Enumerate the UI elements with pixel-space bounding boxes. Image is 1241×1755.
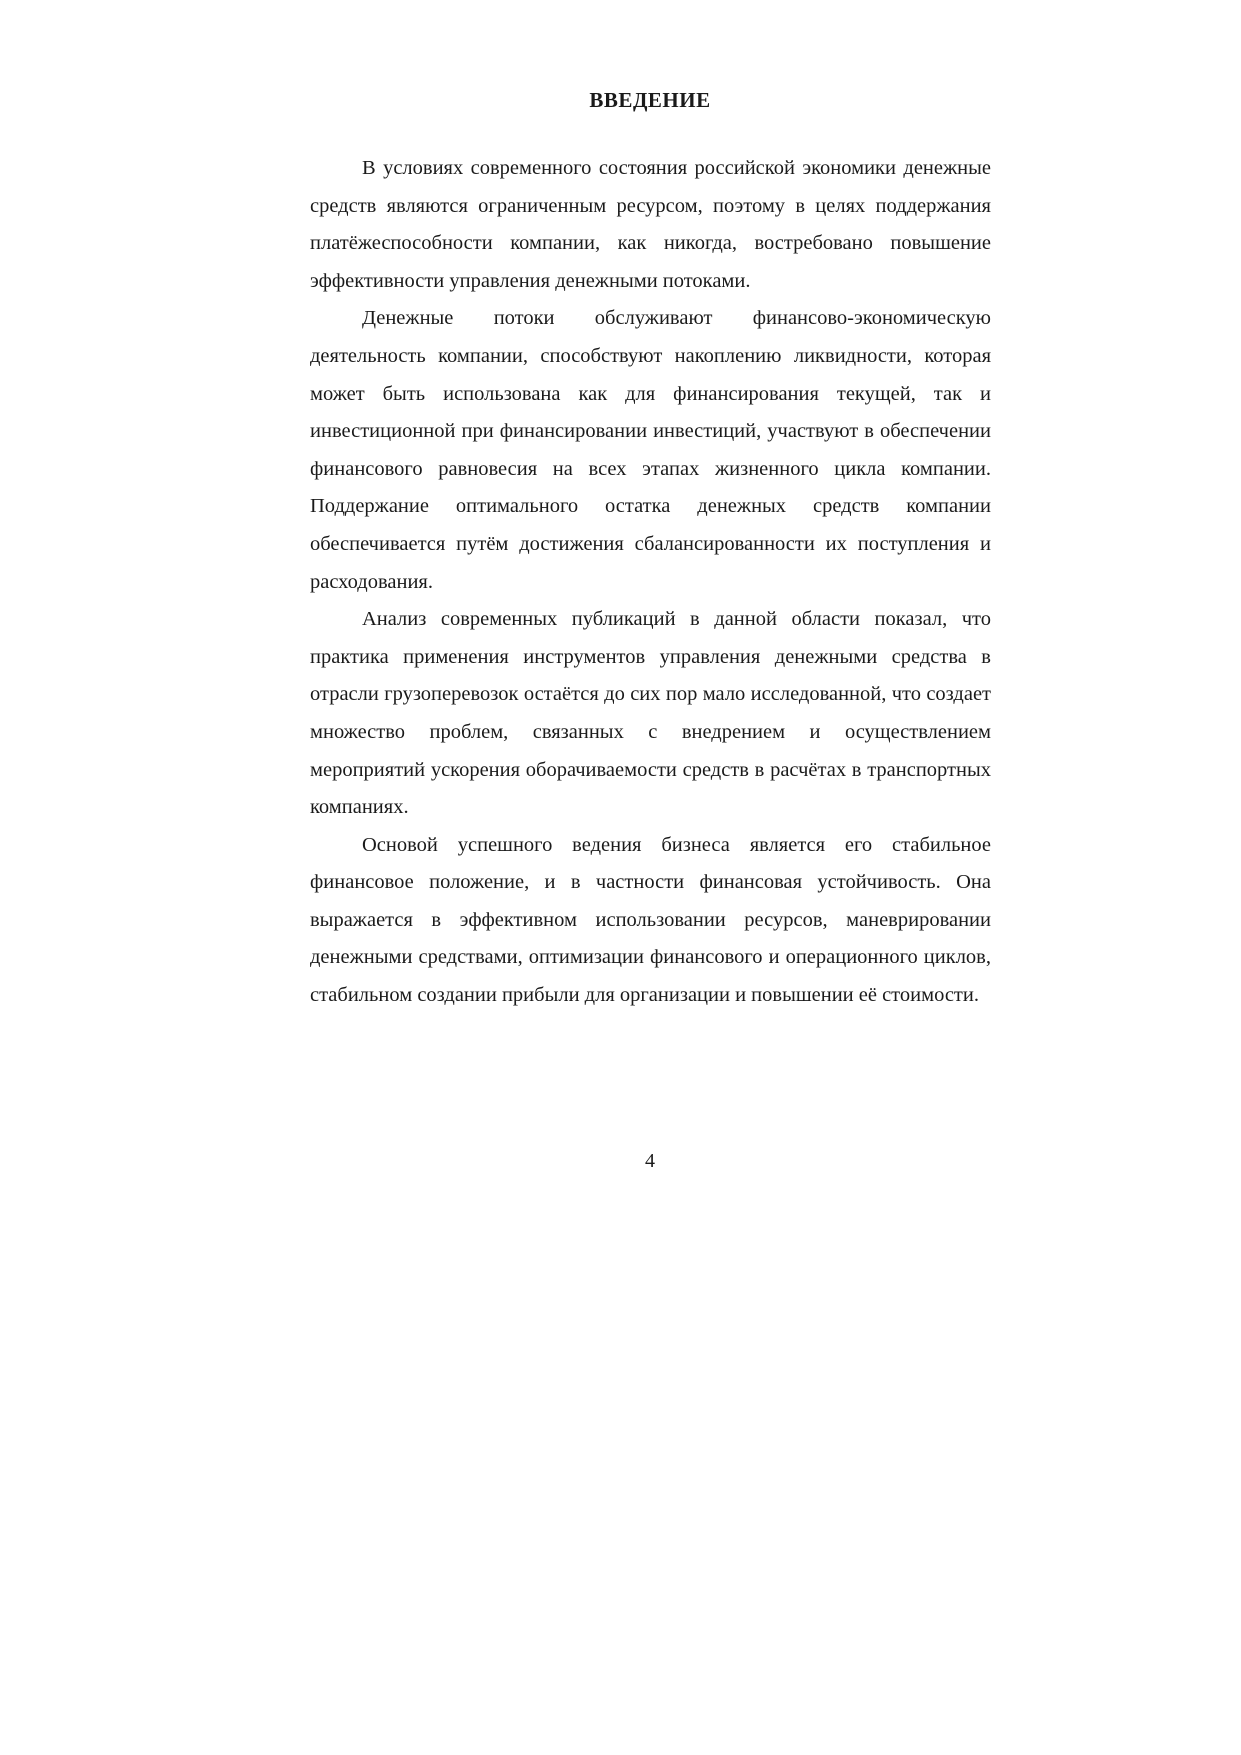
page-title: ВВЕДЕНИЕ (589, 88, 711, 112)
body-text (310, 150, 991, 1015)
page-number: 4 (645, 1150, 655, 1172)
paragraph-4: Основой успешного ведения бизнеса является его стабильное финансовое положение, и в частности финансовая устойчивость. Она выражается в эффективном использовании ресурсов, маневрировании денежными средствами, оптимизации финансового и операционного циклов, стабильном создании прибыли для организации и повышении её стоимости. (310, 833, 991, 1007)
paragraph-1: В условиях современного состояния российской экономики денежные средств являются ограниченным ресурсом, поэтому в целях поддержания платёжеспособности компании, как никогда, востребовано повышение эффективности управления денежными потоками. (310, 157, 991, 292)
paragraph-2: Денежные потоки обслуживают финансово-экономическую деятельность компании, способствуют накоплению ликвидности, которая может быть использована как для финансирования текущей, так и инвестиционной при финансировании инвестиций, участвуют в обеспечении финансового равновесия на всех этапах жизненного цикла компании. Поддержание оптимального остатка денежных средств компании обеспечивается путём достижения сбалансированности их поступления и расходования. (310, 307, 991, 593)
paragraph-3: Анализ современных публикаций в данной области показал, что практика применения инструментов управления денежными средства в отрасли грузоперевозок остаётся до сих пор мало исследованной, что создает множество проблем, связанных с внедрением и осуществлением мероприятий ускорения оборачиваемости средств в расчётах в транспортных компаниях. (310, 608, 991, 819)
